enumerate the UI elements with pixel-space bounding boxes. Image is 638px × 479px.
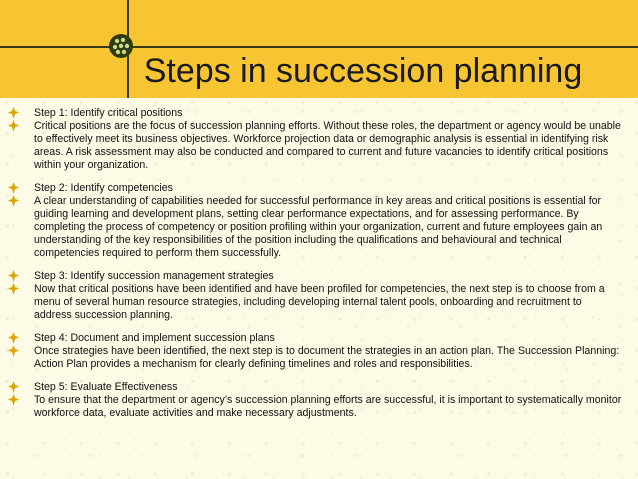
step-3-body (22, 283, 622, 322)
fleur-bullet-icon (8, 332, 19, 344)
step-5-heading (22, 381, 622, 394)
step-heading-text: Step 4: Document and implement succession plans (34, 332, 275, 344)
fleur-bullet-icon (8, 120, 19, 132)
step-body-text: Now that critical positions have been identified and have been profiled for competencies, the next step is to choose from a menu of several human resource strategies, including developing internal talent pools, onboarding and recruitment to address succession planning. (34, 283, 605, 321)
step-2-heading (22, 182, 622, 195)
step-2-body (22, 195, 622, 260)
fleur-bullet-icon (8, 394, 19, 406)
step-4-body (22, 345, 622, 371)
fleur-bullet-icon (8, 283, 19, 295)
step-list (22, 107, 622, 420)
step-1-heading (22, 107, 622, 120)
step-heading-text: Step 2: Identify competencies (34, 182, 173, 194)
step-5-body (22, 394, 622, 420)
fleur-bullet-icon (8, 195, 19, 207)
step-1-body (22, 120, 622, 172)
accent-line-horizontal (0, 46, 638, 48)
step-heading-text: Step 1: Identify critical positions (34, 107, 183, 119)
fleur-bullet-icon (8, 381, 19, 393)
step-4-heading (22, 332, 622, 345)
step-body-text: A clear understanding of capabilities needed for successful performance in key areas and critical positions is essential for guiding learning and development plans, setting clear performance expectations, and for assessing performance. By completing the process of competency or position profiling within your organization, current and future employees gain an understanding of the key responsibilities of the position including the qualifications and behavioural and technical competencies required to perform them successfully. (34, 195, 603, 259)
step-body-text: Once strategies have been identified, the next step is to document the strategies in an action plan. The Succession Planning: Action Plan provides a mechanism for clearly defining timelines and roles and responsibilities. (34, 345, 620, 370)
step-body-text: To ensure that the department or agency’s succession planning efforts are successful, it is important to systematically monitor workforce data, evaluate activities and make necessary adjustments. (34, 394, 622, 419)
fleur-bullet-icon (8, 270, 19, 282)
step-heading-text: Step 3: Identify succession management strategies (34, 270, 274, 282)
fleur-bullet-icon (8, 182, 19, 194)
fleur-bullet-icon (8, 107, 19, 119)
page-title: Steps in succession planning (143, 52, 583, 90)
step-heading-text: Step 5: Evaluate Effectiveness (34, 381, 178, 393)
fleur-bullet-icon (8, 345, 19, 357)
step-body-text: Critical positions are the focus of succession planning efforts. Without these roles, the department or agency would be unable to effectively meet its business objectives. Workforce projection data or demographic analysis is essential in identifying risk areas. A risk assessment may also be conducted and compared to current and future vacancies to identify critical positions within your organization. (34, 120, 621, 171)
step-3-heading (22, 270, 622, 283)
